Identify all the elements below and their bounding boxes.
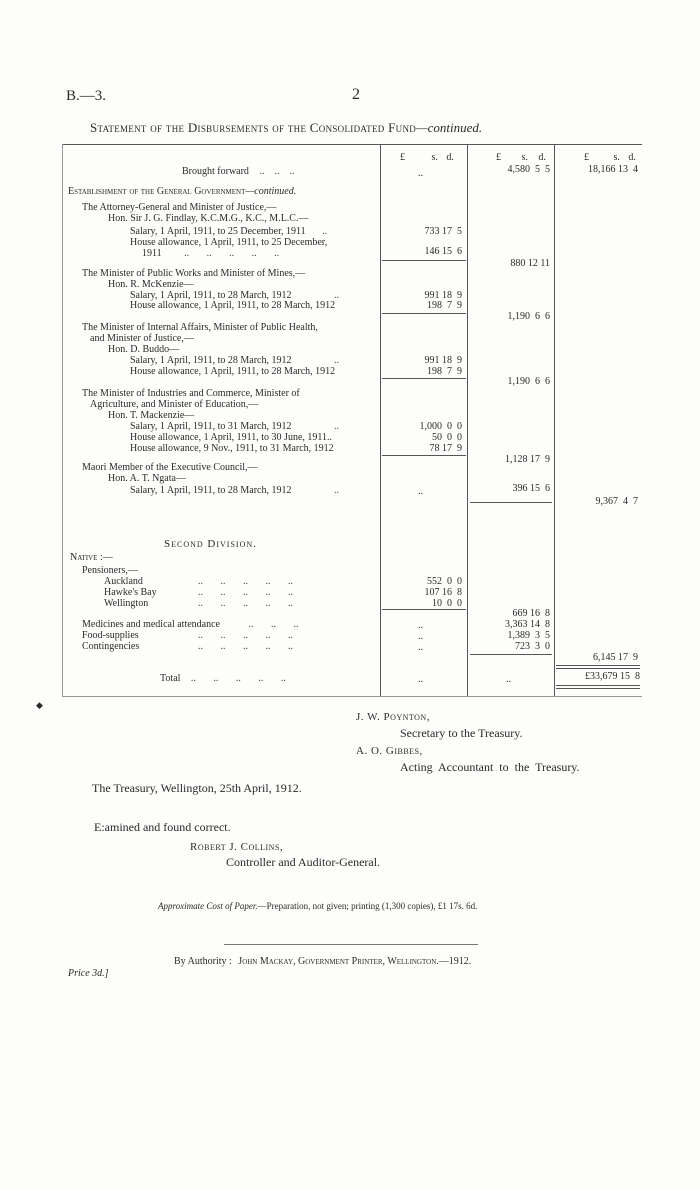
authority-label: By Authority : [174, 956, 232, 967]
total-c2: .. [506, 674, 511, 685]
total-row [160, 673, 286, 684]
total-top-rule [556, 665, 640, 666]
brought-forward-c3: 18,166 13 4 [588, 164, 638, 175]
pensioners-heading: Pensioners,— [82, 565, 138, 576]
maori-salary-dots: .. [333, 485, 339, 496]
industries-salary-label [130, 421, 339, 432]
pension-hawkes-bay-dots: .. .. .. .. .. [198, 587, 293, 598]
internal-affairs-subtotal-rule [382, 378, 466, 379]
grand-total: £33,679 15 8 [556, 668, 640, 686]
col2-pence: d. [538, 152, 546, 163]
document-reference: B.—3. [66, 88, 107, 104]
pension-hawkes-bay-value: 107 16 8 [424, 587, 462, 598]
division-total: 6,145 17 9 [593, 652, 638, 663]
pension-row-wellington [104, 598, 293, 609]
attorney-salary-value: 733 17 5 [424, 226, 462, 237]
footer-rule [224, 944, 478, 945]
medicines-c1: .. [418, 620, 423, 631]
maori-col2-rule [470, 502, 552, 503]
table-top-rule [62, 144, 642, 145]
establishment-heading-suffix: —continued. [245, 186, 297, 197]
col1-heads [400, 152, 454, 163]
industries-subtotal-rule [382, 455, 466, 456]
public-works-total: 1,190 6 6 [507, 311, 550, 322]
industries-house-value-1: 50 0 0 [432, 432, 462, 443]
column-rule-1 [380, 144, 381, 696]
table-bottom-rule [62, 696, 642, 697]
cost-label: Approximate Cost of Paper. [158, 901, 258, 911]
industries-total: 1,128 17 9 [505, 454, 550, 465]
col3-heads [584, 152, 636, 163]
cost-note [158, 901, 477, 911]
pension-row-hawkes-bay [104, 587, 293, 598]
industries-house-label-1: House allowance, 1 April, 1911, to 30 June, 1911.. [130, 432, 333, 443]
contingencies-label: Contingencies [82, 641, 140, 652]
public-works-title: The Minister of Public Works and Minister of Mines,— [82, 268, 306, 279]
col2-pound: £ [496, 152, 501, 163]
public-works-salary-dots: .. [333, 290, 339, 301]
brought-forward-dots: .. .. .. [259, 166, 295, 177]
maori-salary-text: Salary, 1 April, 1911, to 28 March, 1912 [130, 485, 292, 496]
pensioners-subtotal-rule [382, 609, 466, 610]
total-label: Total [160, 673, 181, 684]
poynton-name: J. W. Poynton, [356, 711, 430, 723]
industries-salary-value: 1,000 0 0 [419, 421, 462, 432]
pension-hawkes-bay-label: Hawke's Bay [104, 587, 157, 598]
attorney-subtotal-rule [382, 260, 466, 261]
brought-forward-text: Brought forward [182, 166, 249, 177]
food-value: 1,389 3 5 [507, 630, 550, 641]
attorney-house-label-2 [142, 248, 279, 259]
establishment-heading [68, 186, 296, 197]
food-label: Food-supplies [82, 630, 139, 641]
maori-total: 396 15 6 [512, 483, 550, 494]
gibbes-title: Acting Accountant to the Treasury. [400, 760, 580, 774]
column-rule-2 [467, 144, 468, 696]
maori-name: Hon. A. T. Ngata— [108, 473, 186, 484]
internal-affairs-title-2: and Minister of Justice,— [90, 333, 194, 344]
statement-title [90, 120, 482, 136]
pension-auckland-label: Auckland [104, 576, 143, 587]
total-dots: .. .. .. .. .. [190, 673, 286, 684]
collins-title: Controller and Auditor-General. [226, 855, 381, 869]
attorney-salary-dots: .. [322, 226, 328, 237]
medicines-dots: .. .. .. [248, 619, 299, 630]
internal-affairs-house-value: 198 7 9 [427, 366, 462, 377]
grand-total-double-rule [556, 688, 640, 689]
internal-affairs-salary-value: 991 18 9 [424, 355, 462, 366]
col2-shilling: s. [521, 152, 528, 163]
medicines-row [82, 619, 299, 630]
public-works-house-value: 198 7 9 [427, 300, 462, 311]
public-works-subtotal-rule [382, 313, 466, 314]
medicines-label: Medicines and medical attendance [82, 619, 220, 630]
pension-row-auckland [104, 576, 293, 587]
table-left-rule [62, 144, 63, 696]
pension-wellington-dots: .. .. .. .. .. [198, 598, 293, 609]
poynton-title: Secretary to the Treasury. [400, 726, 523, 740]
contingencies-dots: .. .. .. .. .. [198, 641, 293, 652]
food-row [82, 630, 293, 641]
maori-grand-total: 9,367 4 7 [595, 496, 638, 507]
industries-house-value-2: 78 17 9 [429, 443, 462, 454]
pension-wellington-label: Wellington [104, 598, 149, 609]
attorney-salary-text: Salary, 1 April, 1911, to 25 December, 1911 [130, 226, 306, 237]
page-number: 2 [352, 86, 360, 103]
contingencies-row [82, 641, 293, 652]
contingencies-c1: .. [418, 642, 423, 653]
industries-house-label-2: House allowance, 9 Nov., 1911, to 31 March, 1912 [130, 443, 334, 454]
gibbes-name: A. O. Gibbes, [356, 745, 423, 757]
brought-forward-c1: .. [418, 168, 423, 179]
col2-heads [496, 152, 546, 163]
treasury-date-line: The Treasury, Wellington, 25th April, 1912. [92, 781, 302, 795]
second-division-heading: Second Division. [164, 538, 257, 550]
collins-name: Robert J. Collins, [190, 841, 284, 853]
price-note: Price 3d.] [68, 968, 109, 979]
public-works-salary-text: Salary, 1 April, 1911, to 28 March, 1912 [130, 290, 292, 301]
pension-wellington-value: 10 0 0 [432, 598, 462, 609]
attorney-total: 880 12 11 [510, 258, 550, 269]
establishment-heading-main: Establishment of the General Government [68, 186, 246, 197]
attorney-house-dots: .. .. .. .. .. [184, 248, 280, 259]
printer-line: John Mackay, Government Printer, Wellington.—1912. [238, 956, 472, 967]
maori-title: Maori Member of the Executive Council,— [82, 462, 258, 473]
native-heading: Native :— [70, 552, 113, 563]
maori-salary-label [130, 485, 339, 496]
industries-title-2: Agriculture, and Minister of Education,— [90, 399, 259, 410]
maori-c1: .. [418, 486, 423, 497]
column-rule-3 [554, 144, 555, 696]
industries-title-1: The Minister of Industries and Commerce, Minister of [82, 388, 300, 399]
public-works-salary-value: 991 18 9 [424, 290, 462, 301]
industries-name: Hon. T. Mackenzie— [108, 410, 195, 421]
attorney-title: The Attorney-General and Minister of Justice,— [82, 202, 277, 213]
food-dots: .. .. .. .. .. [198, 630, 293, 641]
attorney-house-label-1: House allowance, 1 April, 1911, to 25 December, [130, 237, 328, 248]
statement-title-main: Statement of the Disbursements of the Consolidated Fund [90, 120, 417, 135]
examined-line: E:amined and found correct. [94, 820, 231, 834]
pensioners-total: 669 16 8 [512, 608, 550, 619]
internal-affairs-salary-text: Salary, 1 April, 1911, to 28 March, 1912 [130, 355, 292, 366]
industries-salary-text: Salary, 1 April, 1911, to 31 March, 1912 [130, 421, 292, 432]
medicines-value: 3,363 14 8 [505, 619, 550, 630]
authority-line [174, 956, 471, 967]
margin-mark: ◆ [36, 700, 43, 710]
contingencies-value: 723 3 0 [515, 641, 550, 652]
internal-affairs-title-1: The Minister of Internal Affairs, Minister of Public Health, [82, 322, 318, 333]
col3-shilling: s. [613, 152, 620, 163]
col1-shilling: s. [431, 152, 438, 163]
internal-affairs-name: Hon. D. Buddo— [108, 344, 180, 355]
internal-affairs-total: 1,190 6 6 [507, 376, 550, 387]
internal-affairs-house-label: House allowance, 1 April, 1911, to 28 March, 1912 [130, 366, 336, 377]
attorney-salary-label [130, 226, 327, 237]
attorney-house-value: 146 15 6 [424, 246, 462, 257]
pension-auckland-value: 552 0 0 [427, 576, 462, 587]
col1-pound: £ [400, 152, 405, 163]
division-col2-rule [470, 654, 552, 655]
pension-auckland-dots: .. .. .. .. .. [198, 576, 293, 587]
brought-forward-label [182, 166, 294, 177]
cost-text: —Preparation, not given; printing (1,300 copies), £1 17s. 6d. [257, 901, 478, 911]
internal-affairs-salary-dots: .. [333, 355, 339, 366]
col3-pound: £ [584, 152, 589, 163]
col3-pence: d. [628, 152, 636, 163]
attorney-name: Hon. Sir J. G. Findlay, K.C.M.G., K.C., M.L.C.— [108, 213, 309, 224]
internal-affairs-salary-label [130, 355, 339, 366]
public-works-name: Hon. R. McKenzie— [108, 279, 194, 290]
industries-salary-dots: .. [333, 421, 339, 432]
col1-pence: d. [446, 152, 454, 163]
brought-forward-c2: 4,580 5 5 [507, 164, 550, 175]
attorney-house-year: 1911 [142, 248, 162, 259]
total-c1: .. [418, 674, 423, 685]
food-c1: .. [418, 631, 423, 642]
public-works-house-label: House allowance, 1 April, 1911, to 28 March, 1912 [130, 300, 336, 311]
statement-title-suffix: —continued. [416, 120, 483, 135]
